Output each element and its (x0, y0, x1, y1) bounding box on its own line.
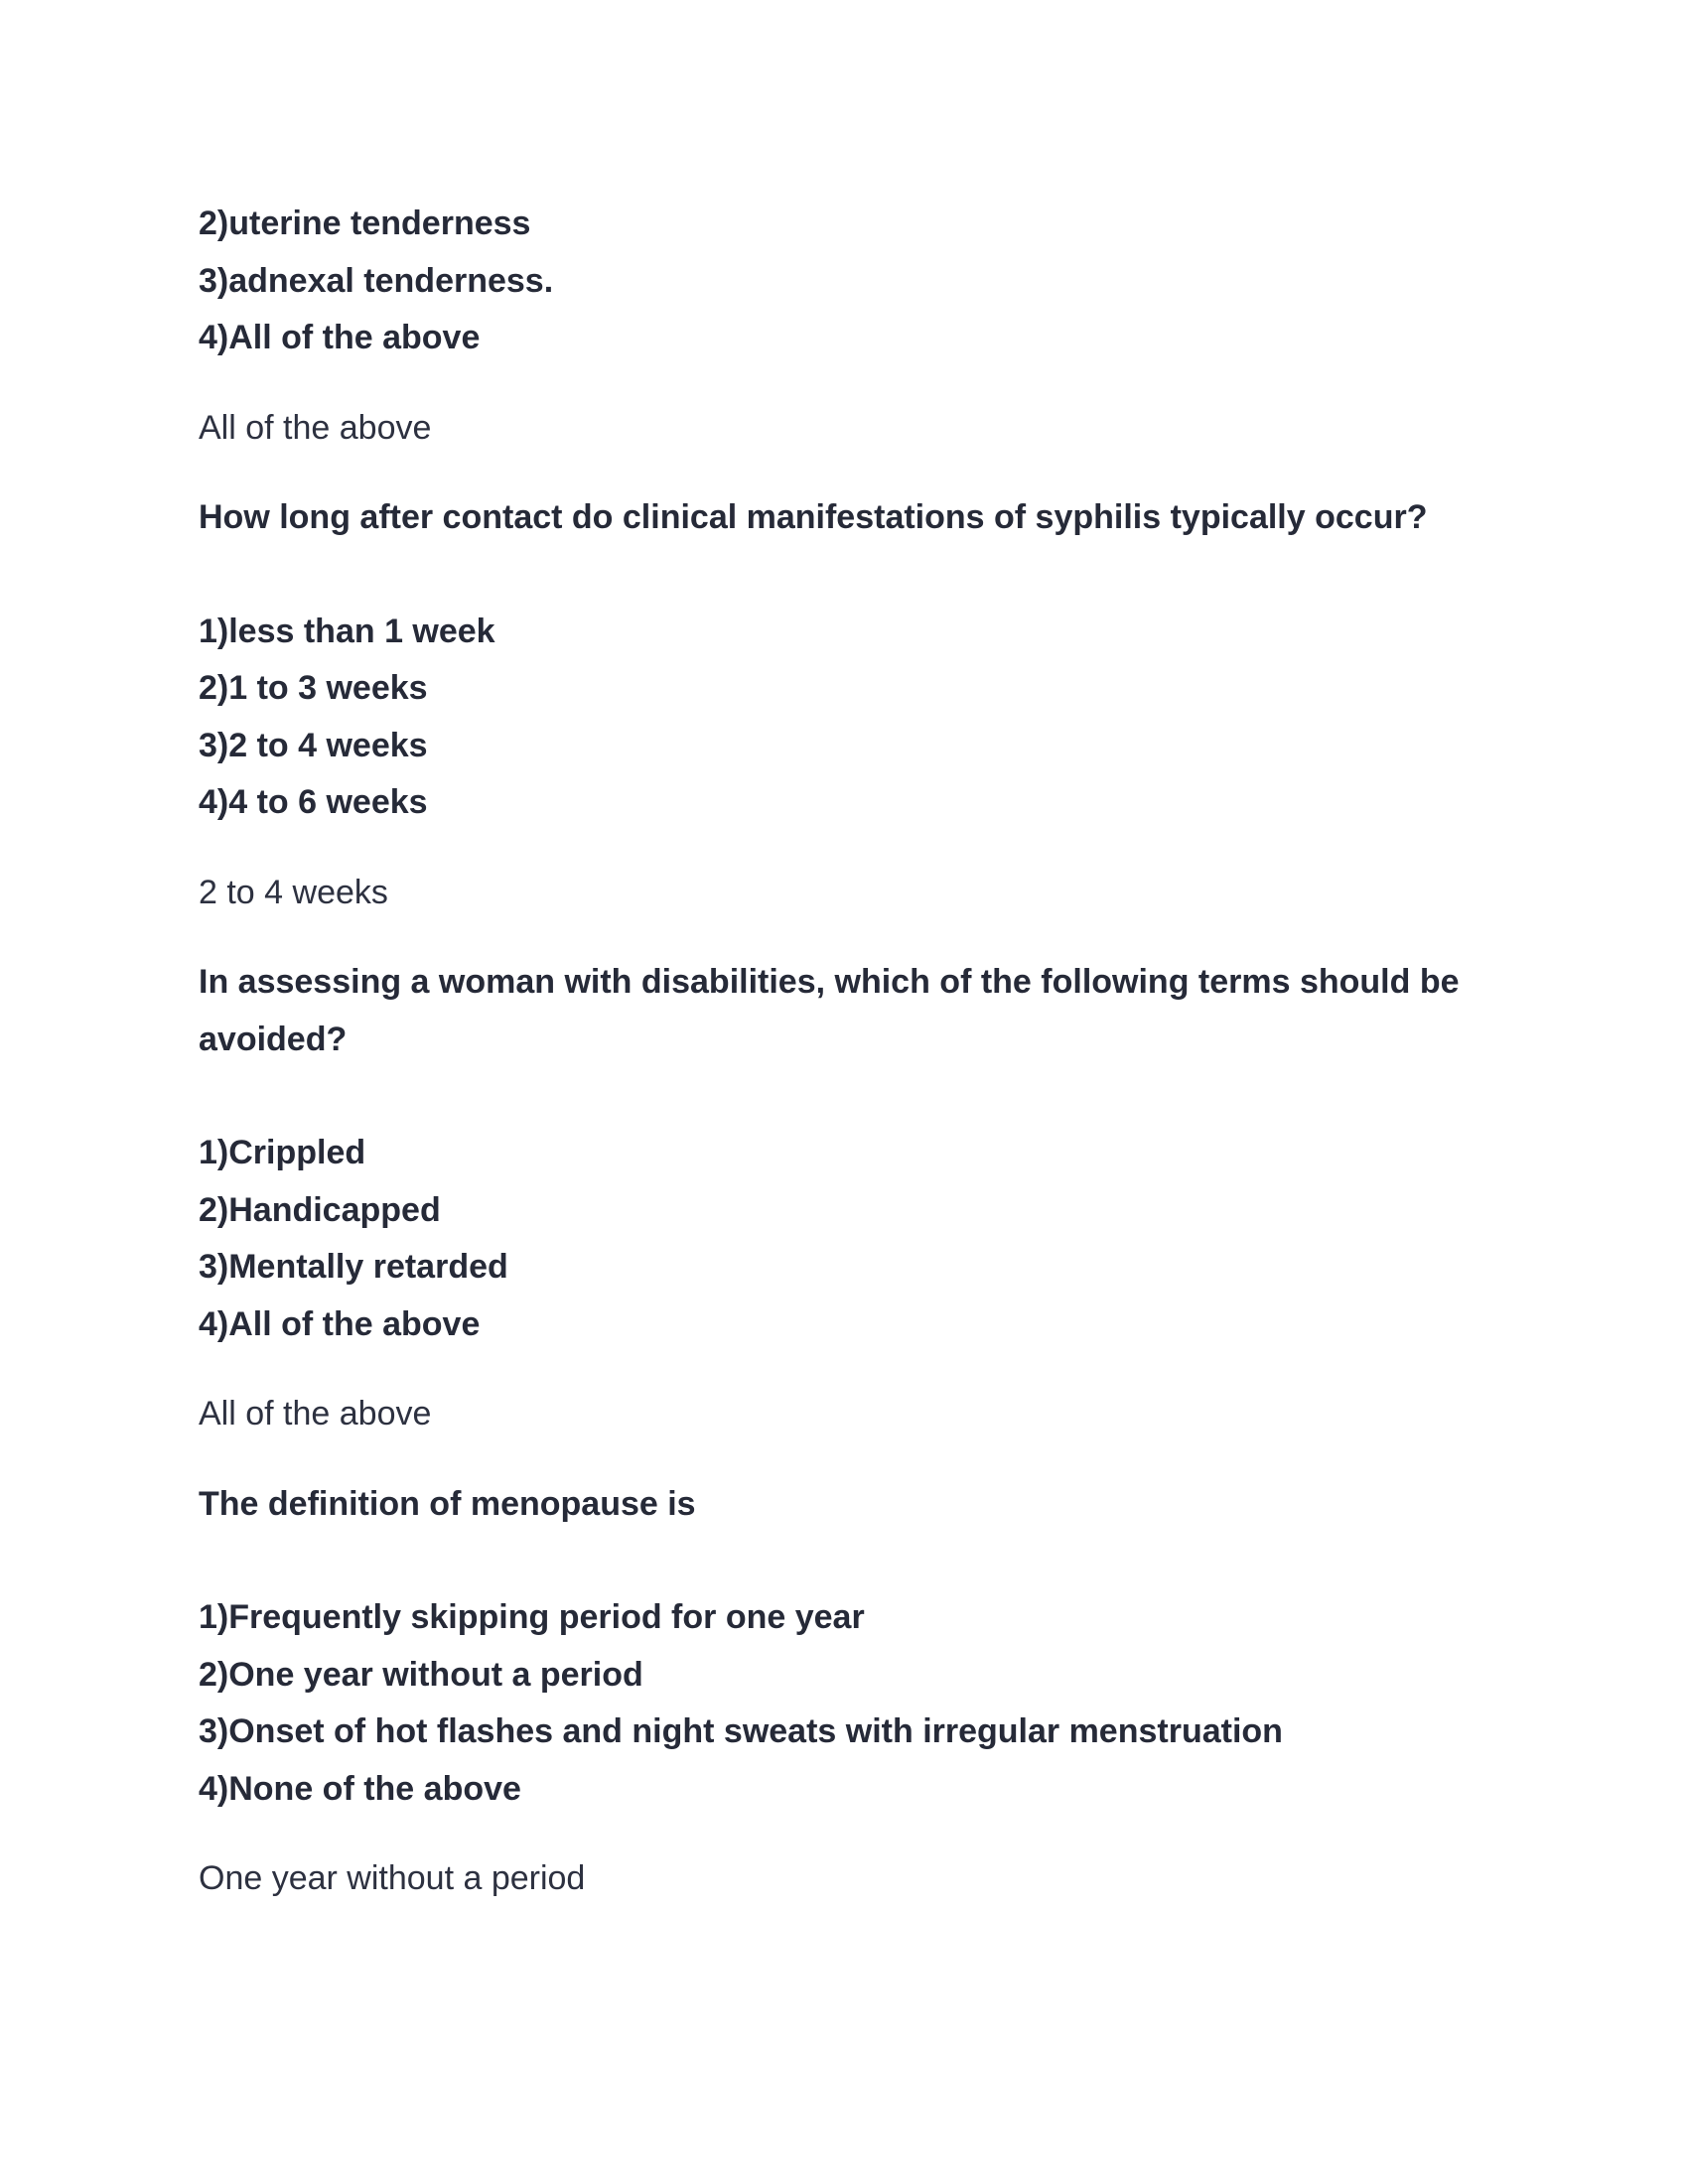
option-item: 2)uterine tenderness (199, 205, 531, 242)
answer-text: One year without a period (199, 1859, 586, 1897)
option-item: 1)less than 1 week (199, 612, 495, 650)
option-item: 1)Crippled (199, 1134, 366, 1171)
option-item: 4)All of the above (199, 319, 481, 356)
answer-text: 2 to 4 weeks (199, 873, 388, 911)
option-item: 3)Mentally retarded (199, 1248, 508, 1286)
option-item: 3)Onset of hot flashes and night sweats with irregular menstruation (199, 1712, 1283, 1750)
question-text: In assessing a woman with disabilities, which of the following terms should be avoided? (199, 963, 1460, 1058)
document-page (199, 196, 1509, 1941)
question-text: The definition of menopause is (199, 1484, 696, 1523)
answer-text: All of the above (199, 1395, 432, 1433)
question-block (199, 489, 1509, 921)
option-list (199, 1125, 1509, 1353)
option-list (199, 604, 1509, 832)
question-block (199, 1476, 1509, 1908)
option-item: 1)Frequently skipping period for one year (199, 1598, 865, 1636)
option-item: 4)All of the above (199, 1304, 481, 1343)
answer-text: All of the above (199, 408, 432, 447)
option-list (199, 196, 1509, 367)
option-item: 4)4 to 6 weeks (199, 783, 428, 821)
question-block (199, 954, 1509, 1443)
question-text: How long after contact do clinical manifestations of syphilis typically occur? (199, 498, 1428, 536)
option-item: 4)None of the above (199, 1769, 521, 1808)
option-item: 2)1 to 3 weeks (199, 669, 428, 707)
option-item: 3)adnexal tenderness. (199, 261, 554, 300)
option-item: 2)Handicapped (199, 1190, 441, 1229)
option-item: 3)2 to 4 weeks (199, 726, 428, 764)
option-item: 2)One year without a period (199, 1655, 643, 1694)
option-list (199, 1589, 1509, 1818)
question-block (199, 196, 1509, 457)
